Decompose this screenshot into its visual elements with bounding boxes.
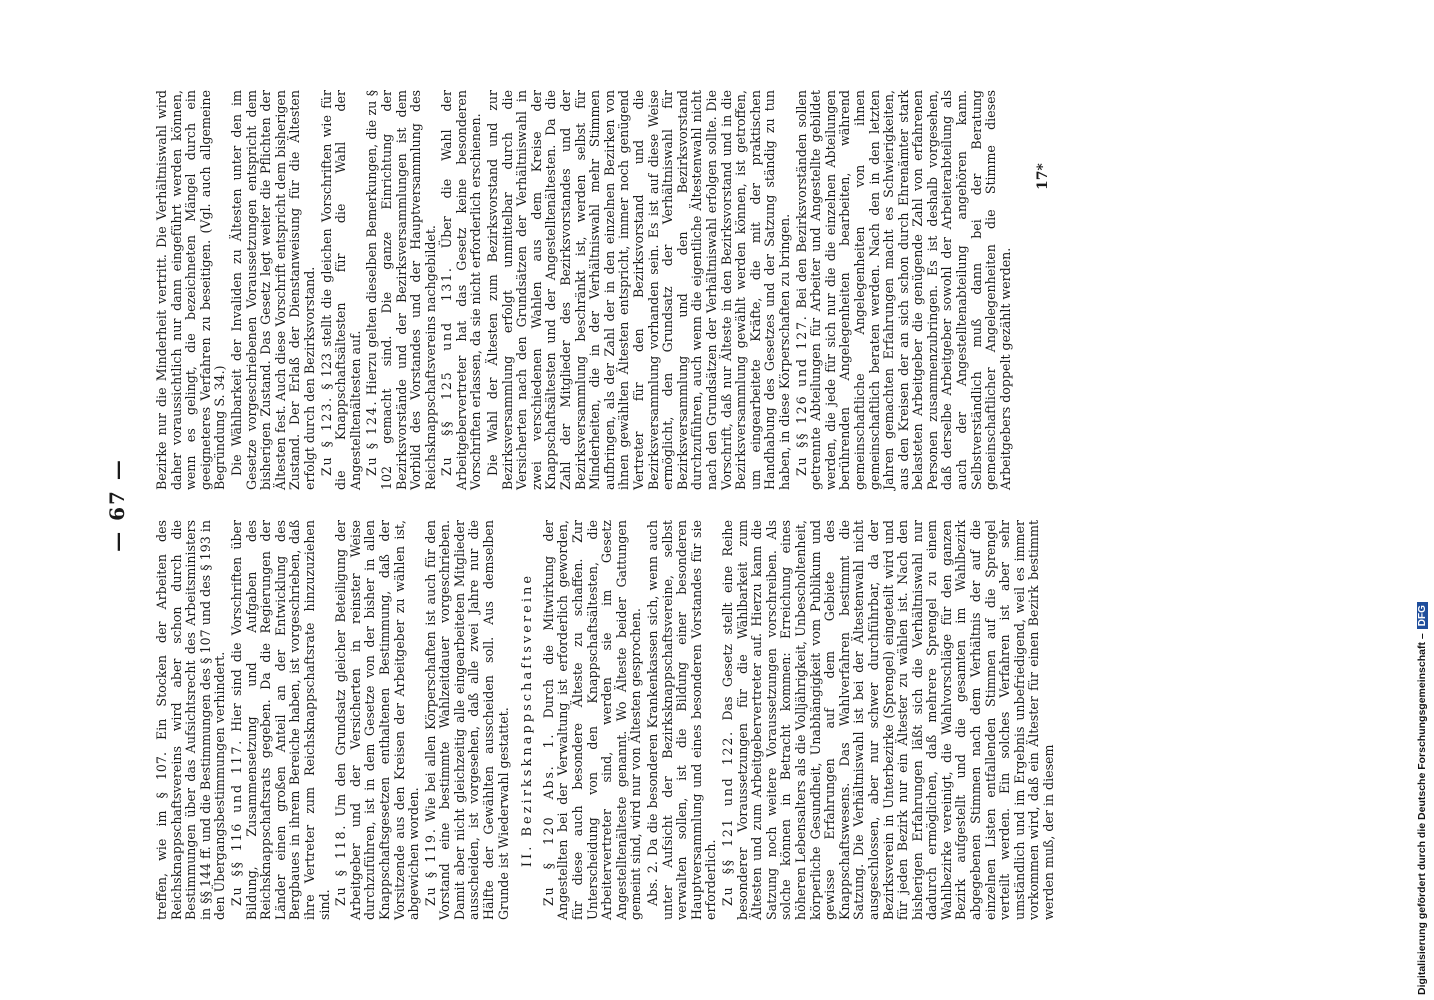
paragraph-lead: Zu §§ 126 und 127. xyxy=(793,314,809,476)
paragraph xyxy=(320,90,364,490)
paragraph xyxy=(721,520,1057,920)
paragraph xyxy=(440,90,484,490)
paragraph xyxy=(646,520,719,920)
paragraph-lead: Zu § 119. xyxy=(422,827,438,906)
paragraph-body: Durch die Mitwirkung der Angestellten bei der Verwaltung ist erforderlich geworden, für diese auch besondere Älteste zu schaffen. Zur Unterscheidung von den Knappschaftsältesten, die Arbeitervertreter sind, werden sie im Gesetz Angestelltenälteste genannt. Wo Älteste beider Gattungen gemeint sind, wird nur von Ältesten gesprochen. xyxy=(540,520,644,920)
paragraph-body: Wie bei allen Körperschaften ist auch für den Vorstand eine bestimmte Wahlzeitdauer vorgeschrieben. Damit aber nicht gleichzeitig alle eingearbeiteten Mitglieder ausscheiden, ist vorgesehen, daß alle zwei Jahre nur die Hälfte der Gewählten ausscheiden soll. Aus demselben Grunde ist Wiederwahl gestattet. xyxy=(422,520,511,920)
paragraph: treffen, wie im § 107. Ein Stocken der Arbeiten des Reichsknappschaftsvereins wird aber schon durch die Bestimmungen über das Aufsichtsrecht des Arbeitsministers in §§ 144 ff. und die Bestimmungen des § 107 und des § 193 in den Übergangsbestimmungen verhindert. xyxy=(154,520,228,920)
paragraph: Die Wählbarkeit der Invaliden zu Ältesten unter den im Gesetze vorgeschriebenen Voraussetzungen entspricht dem bisherigen Zustand. Das Gesetz legt weiter die Pflichten der Ältesten fest. Auch diese Vorschrift entspricht dem bisherigen Zustand. Der Erlaß der Dienstanweisung für die Ältesten erfolgt durch den Bezirksvorstand. xyxy=(228,90,317,490)
paragraph-body: Da die besonderen Krankenkassen sich, wenn auch unter Aufsicht der Bezirksknappschaftsvereine, selbst verwalten sollen, ist die Bildung einer besonderen Hauptversammlung und eines besonderen Vorstandes für sie erforderlich. xyxy=(645,520,719,920)
credit-text: Digitalisierung gefördert durch die Deutsche Forschungsgemeinschaft – xyxy=(1416,633,1428,995)
paragraph xyxy=(334,520,422,920)
dfg-logo: DFG xyxy=(1417,602,1428,629)
paragraph-lead: Zu §§ 116 und 117. xyxy=(228,738,244,906)
paragraph-body: Das Gesetz stellt eine Reihe besonderer Voraussetzungen für die Wählbarkeit zum Ältesten und zum Arbeitgebervertreter auf. Hierzu kann die Satzung noch weitere Voraussetzungen vorschreiben. Als solche können in Betracht kommen: Erreichung eines höheren Lebensalters als die Volljährigkeit, Unbescholtenheit, körperliche Gesundheit, Unabhängigkeit vom Publikum und gewisse Erfahrungen auf dem Gebiete des Knappschaftswesens. Das Wahlverfahren bestimmt die Satzung. Die Verhältniswahl ist bei der Ältestenwahl nicht ausgeschlossen, aber nur schwer durchführbar, da der Bezirksverein in Unterbezirke (Sprengel) eingeteilt wird und für jeden Bezirk nur ein Ältester zu wählen ist. Nach den bisherigen Erfahrungen läßt sich die Verhältniswahl nur dadurch ermöglichen, daß mehrere Sprengel zu einem Wahlbezirke vereinigt, die Wahlvorschläge für den ganzen Bezirk aufgestellt und die gesamten im Wahlbezirk abgegebenen Stimmen nach dem Verhältnis der auf die einzelnen Listen entfallenden Stimmen auf die Sprengel verteilt werden. Ein solches Verfahren ist aber sehr umständlich und im Ergebnis unbefriedigend, weil es immer vorkommen wird, daß ein Ältester für einen Bezirk bestimmt werden muß, der in diesem xyxy=(719,520,1057,920)
scanned-page xyxy=(105,80,1395,930)
paragraph: Die Wahl der Ältesten zum Bezirksvorstand und zur Bezirksversammlung erfolgt unmittelbar durch die Versicherten nach den Grundsätzen der Verhältniswahl in zwei verschiedenen Wahlen aus dem Kreise der Knappschaftsältesten und der Angestelltenältesten. Da die Zahl der Mitglieder des Bezirksvorstandes und der Bezirksversammlung beschränkt ist, werden selbst für Minderheiten, die in der Verhältniswahl mehr Stimmen aufbringen, als der Zahl der in den einzelnen Bezirken von ihnen gewählten Ältesten entspricht, immer noch genügend Vertreter für den Bezirksvorstand und die Bezirksversammlung vorhanden sein. Es ist auf diese Weise ermöglicht, den Grundsatz der Verhältniswahl für Bezirksversammlung und den Bezirksvorstand durchzuführen, auch wenn die eigentliche Ältestenwahl nicht nach den Grundsätzen der Verhältniswahl erfolgen sollte. Die Vorschrift, daß nur Älteste in den Bezirksvorstand und in die Bezirksversammlung gewählt werden können, ist getroffen, um eingearbeitete Kräfte, die mit der praktischen Handhabung des Gesetzes und der Satzung ständig zu tun haben, in diese Körperschaften zu bringen. xyxy=(485,90,792,490)
paragraph: Bezirke nur die Minderheit vertritt. Die Verhältniswahl wird daher voraussichtlich nur dann eingeführt werden können, wenn es gelingt, die bezeichneten Mängel durch ein geeigneteres Verfahren zu beseitigen. (Vgl. auch allgemeine Begründung S. 34.) xyxy=(154,90,228,490)
paragraph-lead: Zu §§ 125 und 131. xyxy=(439,266,455,476)
signature-mark: 17* xyxy=(1035,163,1051,190)
paragraph-lead: Zu §§ 121 und 122. xyxy=(719,730,735,906)
paragraph-body: § 123 stellt die gleichen Vorschriften wie für die Knappschaftsältesten für die Wahl der Angestelltenältesten auf. xyxy=(318,90,363,490)
paragraph-lead: Zu § 124. xyxy=(364,399,380,476)
paragraph-body: Bei den Bezirksvorständen sollen getrennte Abteilungen für Arbeiter und Angestellte gebildet werden, die jede für sich nur die die einzelnen Abteilungen berührenden Angelegenheiten bearbeiten, während gemeinschaftliche Angelegenheiten von ihnen gemeinschaftlich beraten werden. Nach den in den letzten Jahren gemachten Erfahrungen macht es Schwierigkeiten, aus den Kreisen der an sich schon durch Ehrenämter stark belasteten Arbeitgeber die genügende Zahl von erfahrenen Personen zusammenzubringen. Es ist deshalb vorgesehen, daß derselbe Arbeitgeber sowohl der Arbeiterabteilung als auch der Angestelltenabteilung angehören kann. Selbstverständlich muß dann bei der Beratung gemeinschaftlicher Angelegenheiten die Stimme dieses Arbeitgebers doppelt gezählt werden. xyxy=(793,90,1013,490)
digitization-credit xyxy=(1416,0,1434,995)
paragraph-lead: Zu § 120 Abs. 1. xyxy=(540,732,556,906)
paragraph-body: Hierzu gelten dieselben Bemerkungen, die zu § 102 gemacht sind. Die ganze Einrichtung der Bezirksvorstände und der Bezirksversammlungen ist dem Vorbild des Vorstandes und der Hauptversammlung des Reichsknappschaftsvereins nachgebildet. xyxy=(364,90,438,490)
paragraph xyxy=(230,520,332,920)
paragraph-body: Um den Grundsatz gleicher Beteiligung der Arbeitgeber und der Versicherten in reinster Weise durchzuführen, ist in dem Gesetze von der bisher in allen Knappschaftsgesetzen enthaltenen Bestimmung, daß der Vorsitzende aus den Kreisen der Arbeitgeber zu wählen ist, abgewichen worden. xyxy=(333,520,422,920)
paragraph xyxy=(795,90,1014,490)
paragraph xyxy=(424,520,512,920)
paragraph-lead: Abs. 2. xyxy=(645,861,660,906)
section-title: II. Bezirksknappschaftsvereine xyxy=(520,572,536,868)
page-number: — 67 — xyxy=(105,458,129,552)
paragraph-body: Hier sind die Vorschriften über Bildung, Zusammensetzung und Aufgaben des Reichsknappschaftsrats gegeben. Da die Regierungen der Länder einen großen Anteil an der Entwicklung des Bergbaues in ihrem Bereiche haben, ist vorgeschrieben, daß ihre Vertreter zum Reichsknappschaftsrate hinzuzuziehen sind. xyxy=(228,520,332,920)
paragraph-lead: Zu § 118. xyxy=(333,823,349,906)
left-column xyxy=(155,520,1059,920)
paragraph-lead: Zu § 123. xyxy=(318,396,334,476)
right-column xyxy=(155,90,1015,490)
paragraph-body: Über die Wahl der Arbeitgebervertreter hat das Gesetz keine besonderen Vorschriften erlassen, da sie nicht erforderlich erschienen. xyxy=(439,89,484,490)
paragraph xyxy=(542,520,644,920)
paragraph xyxy=(365,90,438,490)
